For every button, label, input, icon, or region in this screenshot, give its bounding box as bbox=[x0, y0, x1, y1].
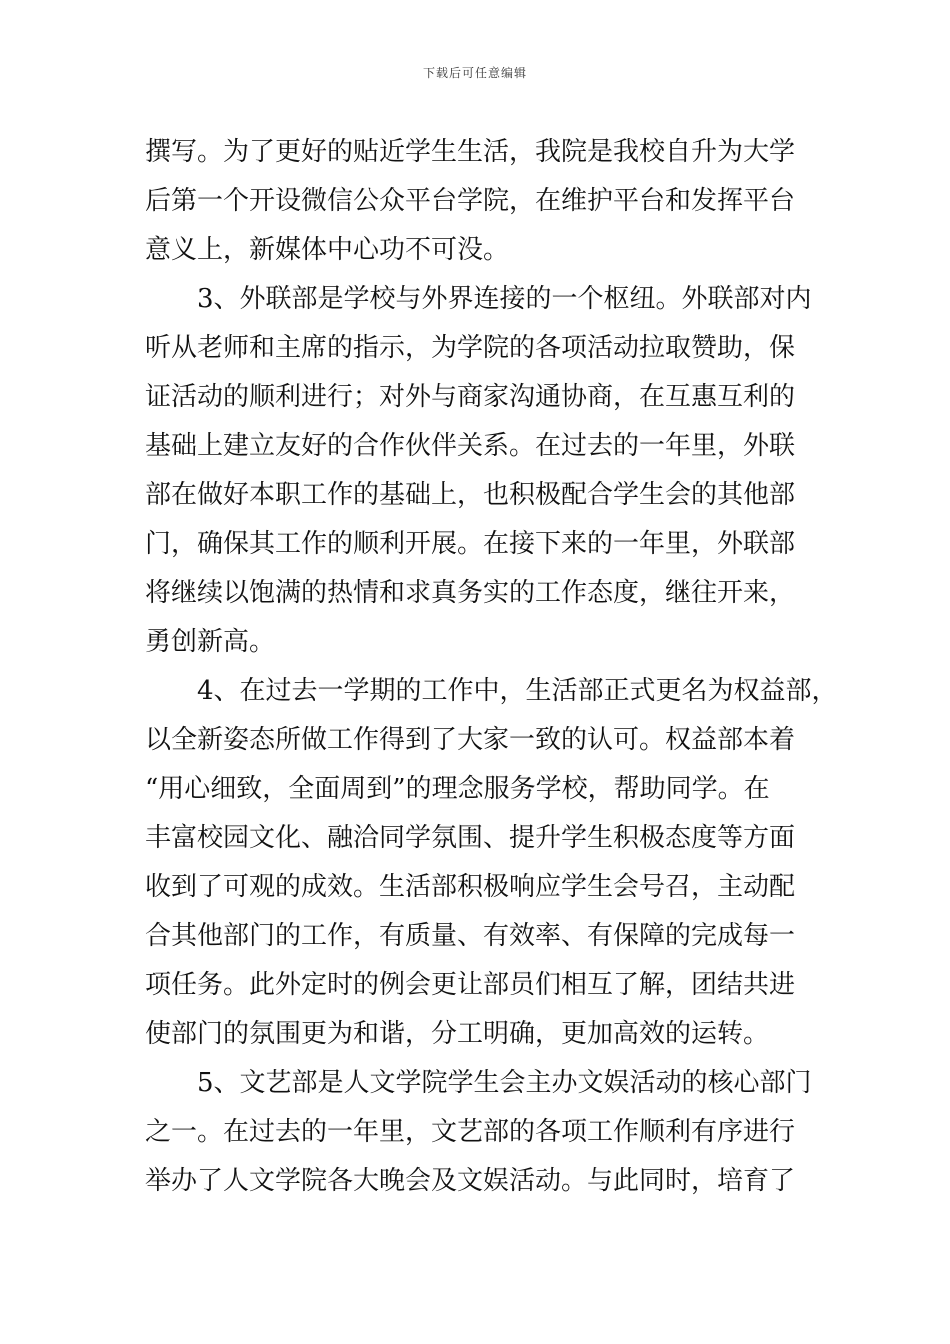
text-line: 4、在过去一学期的工作中，生活部正式更名为权益部， bbox=[197, 676, 838, 706]
text-line: 证活动的顺利进行；对外与商家沟通协商，在互惠互利的 bbox=[145, 382, 796, 412]
text-line: “用心细致，全面周到”的理念服务学校，帮助同学。在 bbox=[145, 774, 770, 804]
text-line: 将继续以饱满的热情和求真务实的工作态度，继往开来， bbox=[145, 578, 796, 608]
text-line: 3、外联部是学校与外界连接的一个枢纽。外联部对内 bbox=[197, 284, 812, 314]
text-line: 后第一个开设微信公众平台学院，在维护平台和发挥平台 bbox=[145, 186, 796, 216]
text-line: 举办了人文学院各大晚会及文娱活动。与此同时，培育了 bbox=[145, 1166, 796, 1196]
text-line: 基础上建立友好的合作伙伴关系。在过去的一年里，外联 bbox=[145, 431, 796, 461]
text-line: 意义上，新媒体中心功不可没。 bbox=[145, 235, 510, 265]
paragraph-arts-department bbox=[145, 1059, 835, 1206]
paragraph-rights-department bbox=[145, 667, 838, 1059]
text-line: 以全新姿态所做工作得到了大家一致的认可。权益部本着 bbox=[145, 725, 796, 755]
text-line: 听从老师和主席的指示，为学院的各项活动拉取赞助，保 bbox=[145, 333, 796, 363]
text-line: 之一。在过去的一年里，文艺部的各项工作顺利有序进行 bbox=[145, 1117, 796, 1147]
paragraph-external-relations bbox=[145, 275, 835, 667]
paragraph-new-media-continued bbox=[145, 128, 835, 275]
text-line: 丰富校园文化、融洽同学氛围、提升学生积极态度等方面 bbox=[145, 823, 796, 853]
text-line: 勇创新高。 bbox=[145, 627, 276, 657]
text-line: 部在做好本职工作的基础上，也积极配合学生会的其他部 bbox=[145, 480, 796, 510]
text-line: 5、文艺部是人文学院学生会主办文娱活动的核心部门 bbox=[197, 1068, 812, 1098]
text-line: 撰写。为了更好的贴近学生生活，我院是我校自升为大学 bbox=[145, 137, 796, 167]
document-body bbox=[145, 128, 838, 1206]
text-line: 项任务。此外定时的例会更让部员们相互了解，团结共进 bbox=[145, 970, 796, 1000]
text-line: 门，确保其工作的顺利开展。在接下来的一年里，外联部 bbox=[145, 529, 796, 559]
text-line: 收到了可观的成效。生活部积极响应学生会号召，主动配 bbox=[145, 872, 796, 902]
text-line: 合其他部门的工作，有质量、有效率、有保障的完成每一 bbox=[145, 921, 796, 951]
text-line: 使部门的氛围更为和谐，分工明确，更加高效的运转。 bbox=[145, 1019, 770, 1049]
page-header: 下载后可任意编辑 bbox=[422, 66, 527, 80]
